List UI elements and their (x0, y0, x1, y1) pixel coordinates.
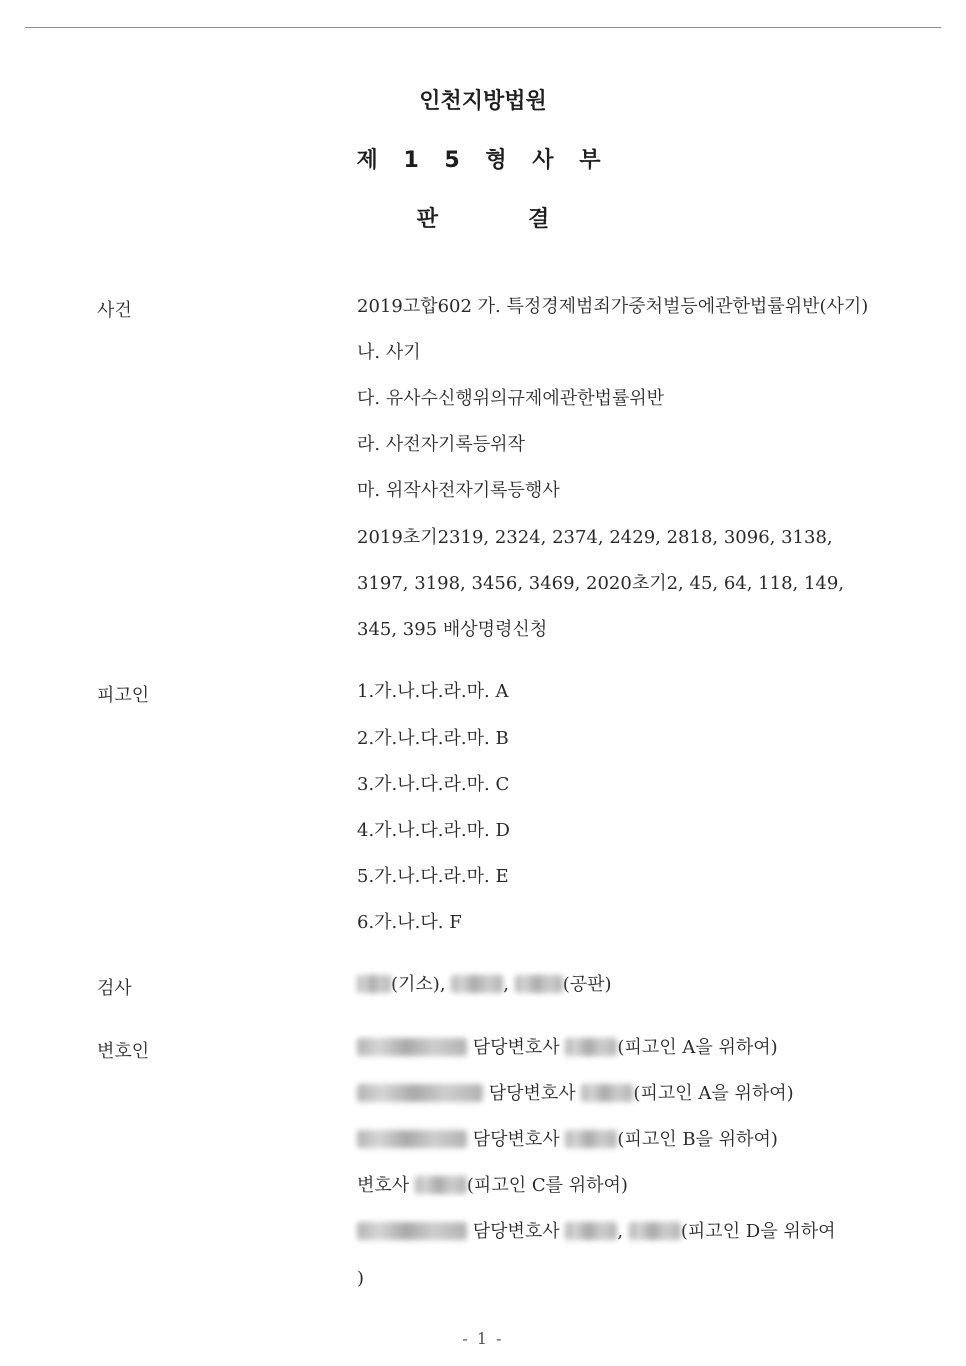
defendant-line: 4.가.나.다.라.마. D (357, 820, 510, 841)
counsel-text: (피고인 A을 위하여) (617, 1037, 778, 1058)
redacted-name (451, 975, 503, 993)
case-line: 나. 사기 (357, 342, 421, 363)
counsel-line (357, 1082, 794, 1106)
redacted-name (565, 1130, 617, 1148)
page-number: - 1 - (462, 1329, 504, 1348)
counsel-text: 변호사 (357, 1175, 410, 1196)
prosecutor-label: 검사 (97, 978, 132, 999)
counsel-text: , (617, 1221, 624, 1242)
defendant-line: 2.가.나.다.라.마. B (357, 728, 509, 749)
redacted-firm (357, 1130, 467, 1148)
redacted-name (565, 1038, 617, 1056)
court-name: 인천지방법원 (419, 89, 547, 114)
defendant-line: 6.가.나.다. F (357, 912, 462, 933)
judgment-title-left: 판 (416, 207, 438, 232)
case-line: 다. 유사수신행위의규제에관한법률위반 (357, 388, 665, 409)
redacted-name (415, 1176, 467, 1194)
prosecutor-text: , (503, 974, 510, 995)
counsel-line (357, 1220, 836, 1244)
counsel-label: 변호인 (97, 1041, 150, 1062)
defendant-label: 피고인 (97, 685, 150, 706)
counsel-text: 담당변호사 (472, 1129, 560, 1150)
counsel-line (357, 1128, 778, 1152)
counsel-text: (피고인 C를 위하여) (466, 1175, 628, 1196)
division-name: 제 1 5 형 사 부 (356, 148, 610, 173)
counsel-text: (피고인 A을 위하여) (633, 1083, 794, 1104)
counsel-line (357, 1174, 628, 1198)
redacted-name (515, 975, 563, 993)
counsel-line: ) (357, 1268, 365, 1289)
counsel-text: 담당변호사 (488, 1083, 576, 1104)
redacted-name (357, 975, 391, 993)
redacted-firm (357, 1222, 467, 1240)
defendant-line: 1.가.나.다.라.마. A (357, 681, 509, 702)
prosecutor-text: (공판) (562, 974, 612, 995)
case-line: 마. 위작사전자기록등행사 (357, 480, 560, 501)
case-label: 사건 (97, 300, 132, 321)
prosecutor-line (357, 973, 612, 997)
case-line: 2019초기2319, 2324, 2374, 2429, 2818, 3096, 3138, (357, 527, 833, 548)
judgment-title (0, 202, 966, 233)
redacted-firm (357, 1038, 467, 1056)
case-line: 2019고합602 가. 특정경제범죄가중처벌등에관한법률위반(사기) (357, 296, 869, 317)
defendant-line: 3.가.나.다.라.마. C (357, 774, 510, 795)
defendant-line: 5.가.나.다.라.마. E (357, 866, 509, 887)
redacted-name (629, 1222, 681, 1240)
counsel-text: 담당변호사 (472, 1221, 560, 1242)
redacted-name (581, 1084, 633, 1102)
prosecutor-text: (기소), (391, 974, 446, 995)
case-line: 3197, 3198, 3456, 3469, 2020초기2, 45, 64, 118, 149, (357, 573, 845, 594)
case-line: 345, 395 배상명령신청 (357, 619, 548, 640)
counsel-text: 담당변호사 (472, 1037, 560, 1058)
redacted-name (565, 1222, 617, 1240)
judgment-title-right: 결 (528, 207, 550, 232)
case-line: 라. 사전자기록등위작 (357, 434, 525, 455)
top-rule (25, 27, 941, 28)
counsel-text: (피고인 B을 위하여) (617, 1129, 778, 1150)
counsel-text: (피고인 D을 위하여 (680, 1221, 836, 1242)
counsel-line (357, 1036, 778, 1060)
redacted-firm (357, 1084, 483, 1102)
